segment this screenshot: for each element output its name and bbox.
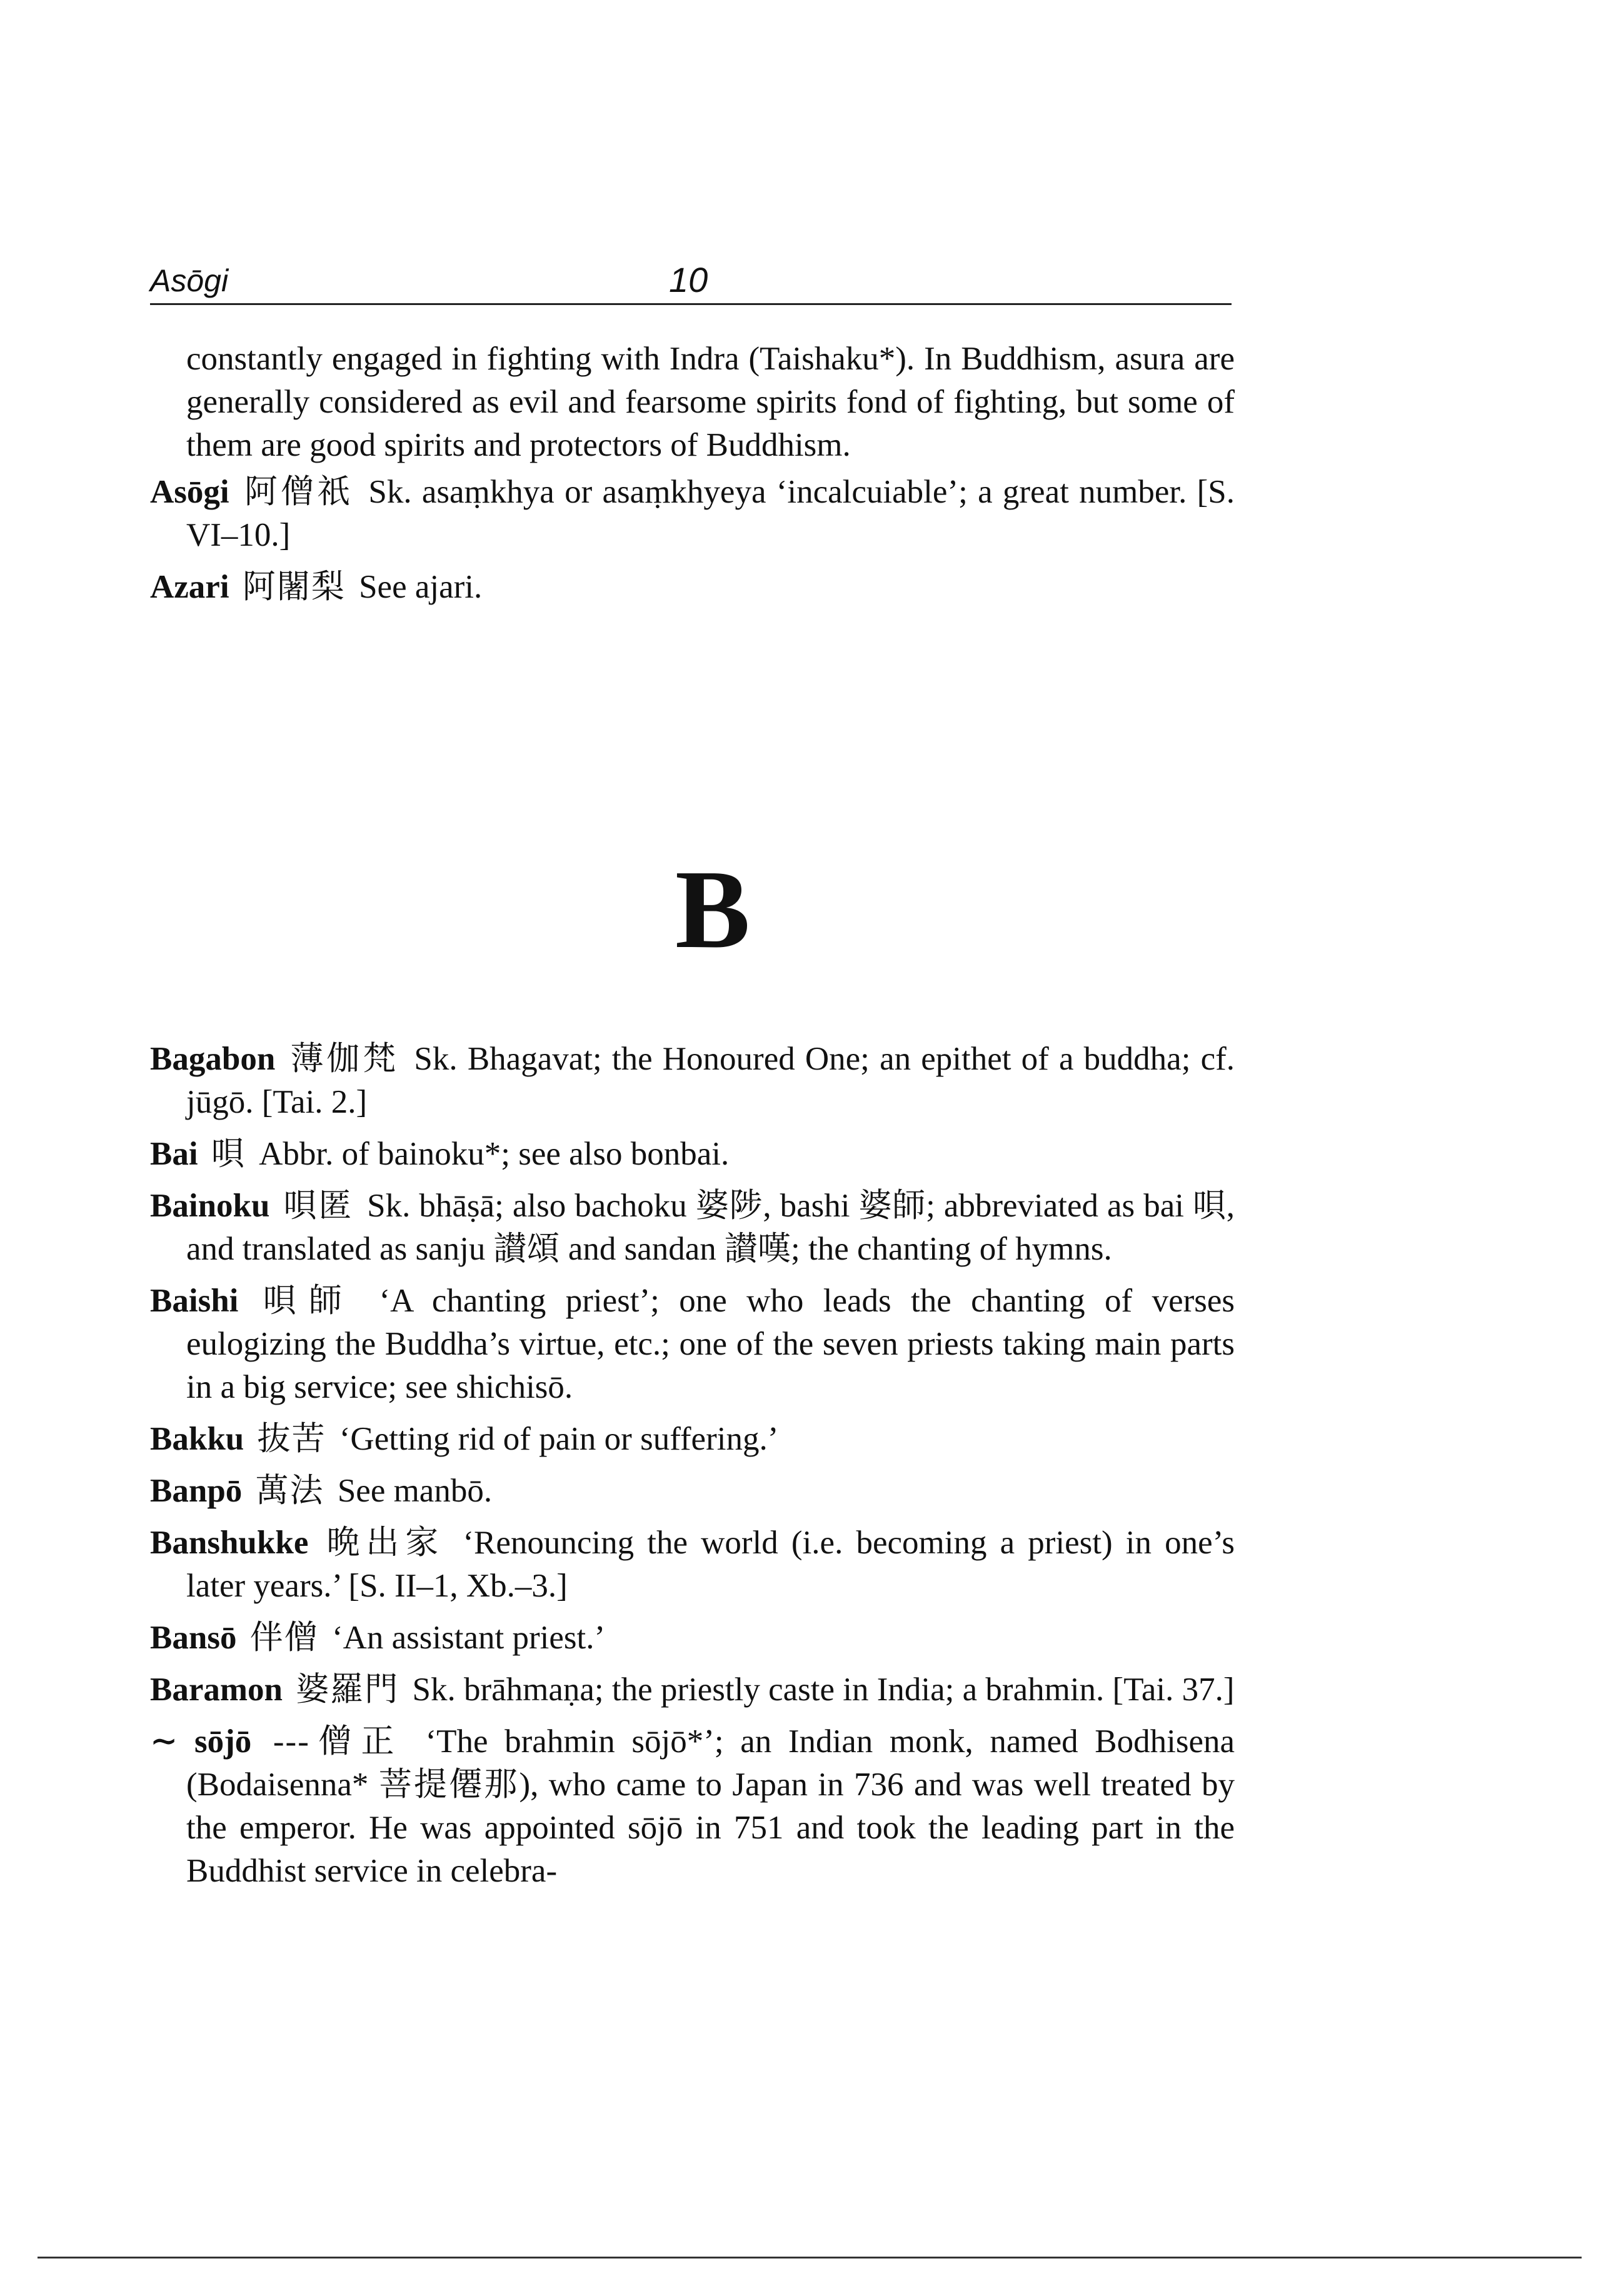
page-header: [150, 259, 1232, 305]
entry-headword: Banshukke: [150, 1525, 309, 1561]
entry-headword: Bakku: [150, 1421, 244, 1457]
entry-definition: ‘A chanting priest’; one who leads the chanting of verses eulogizing the Buddha’s virtue, etc.; one of the seven priests taking main parts in a big service; see shichisō.: [186, 1283, 1235, 1405]
entry-bai: [150, 1133, 1235, 1176]
entry-asogi: [150, 471, 1235, 557]
entry-headword: Asōgi: [150, 474, 229, 510]
entry-banso: [150, 1617, 1235, 1660]
entry-definition: See ajari.: [359, 569, 483, 605]
entry-headword: Bai: [150, 1136, 198, 1172]
entry-kanji: 唄匿: [283, 1188, 354, 1224]
entry-kanji: 唄: [211, 1136, 246, 1172]
page-bottom-rule: [38, 2257, 1582, 2258]
entry-banpo: [150, 1470, 1235, 1513]
entry-definition: Abbr. of bainoku*; see also bonbai.: [259, 1136, 730, 1172]
entry-kanji: 伴僧: [249, 1620, 319, 1656]
entry-kanji: 薄伽梵: [290, 1041, 399, 1077]
entry-baishi: [150, 1280, 1235, 1409]
entry-kanji: 阿闍梨: [242, 569, 346, 605]
section-letter: B: [675, 847, 751, 971]
entry-definition: Sk. asaṃkhya or asaṃkhyeya ‘incalcuiable’; a great number. [S. VI–10.]: [186, 474, 1235, 553]
entries-b-block: [150, 1038, 1235, 1902]
entry-headword: Bainoku: [150, 1188, 270, 1224]
entry-definition: ‘Renouncing the world (i.e. becoming a priest) in one’s later years.’ [S. II–1, Xb.–3.]: [186, 1525, 1235, 1604]
page-number: 10: [669, 260, 708, 299]
entry-headword: Banpō: [150, 1473, 243, 1509]
entry-bagabon: [150, 1038, 1235, 1124]
entry-headword: Bansō: [150, 1620, 237, 1656]
entry-definition: Sk. Bhagavat; the Honoured One; an epithet of a buddha; cf. jūgō. [Tai. 2.]: [186, 1041, 1235, 1120]
entry-headword: ∼ sōjō: [150, 1723, 252, 1760]
entry-bakku: [150, 1418, 1235, 1461]
entry-headword: Baramon: [150, 1672, 283, 1708]
entry-headword: Baishi: [150, 1283, 239, 1319]
entry-definition: ‘Getting rid of pain or suffering.’: [339, 1421, 779, 1457]
entry-kanji: 萬法: [255, 1473, 324, 1509]
entry-kanji: 晩出家: [326, 1525, 445, 1561]
entry-kanji: 抜苦: [257, 1421, 326, 1457]
entry-kanji: ---僧正: [273, 1723, 404, 1760]
entry-azari: [150, 566, 1235, 609]
entry-kanji: 婆羅門: [296, 1672, 399, 1708]
entry-definition: ‘An assistant priest.’: [331, 1620, 606, 1656]
entry-definition: Sk. bhāṣā; also bachoku 婆陟, bashi 婆師; abbreviated as bai 唄, and translated as sanju 讃頌 and sandan 讃嘆; the chanting of hymns.: [186, 1188, 1235, 1267]
entry-kanji: 阿僧祇: [244, 474, 354, 510]
entry-headword: Bagabon: [150, 1041, 276, 1077]
entries-a-block: [150, 338, 1235, 618]
entry-headword: Azari: [150, 569, 229, 605]
entry-baramon: [150, 1668, 1235, 1712]
entry-bainoku: [150, 1185, 1235, 1271]
entry-definition: Sk. brāhmaṇa; the priestly caste in India; a brahmin. [Tai. 37.]: [412, 1672, 1235, 1708]
continuation-paragraph: constantly engaged in fighting with Indra (Taishaku*). In Buddhism, asura are generally considered as evil and fearsome spirits fond of fighting, but some of them are good spirits and protectors of Buddhism.: [186, 341, 1235, 463]
entry-definition: See manbō.: [337, 1473, 493, 1509]
entry-baramon-sojo: [150, 1720, 1235, 1893]
entry-kanji: 唄師: [263, 1283, 355, 1319]
entry-definition: ‘The brahmin sōjō*’; an Indian monk, named Bodhisena (Bodaisenna* 菩提僊那), who came to Japan in 736 and was well treated by the emperor. He was appointed sōjō in 751 and took the leading part in the Buddhist service in celebra-: [186, 1723, 1235, 1889]
running-head: Asōgi: [150, 263, 229, 298]
entry-banshukke: [150, 1521, 1235, 1608]
